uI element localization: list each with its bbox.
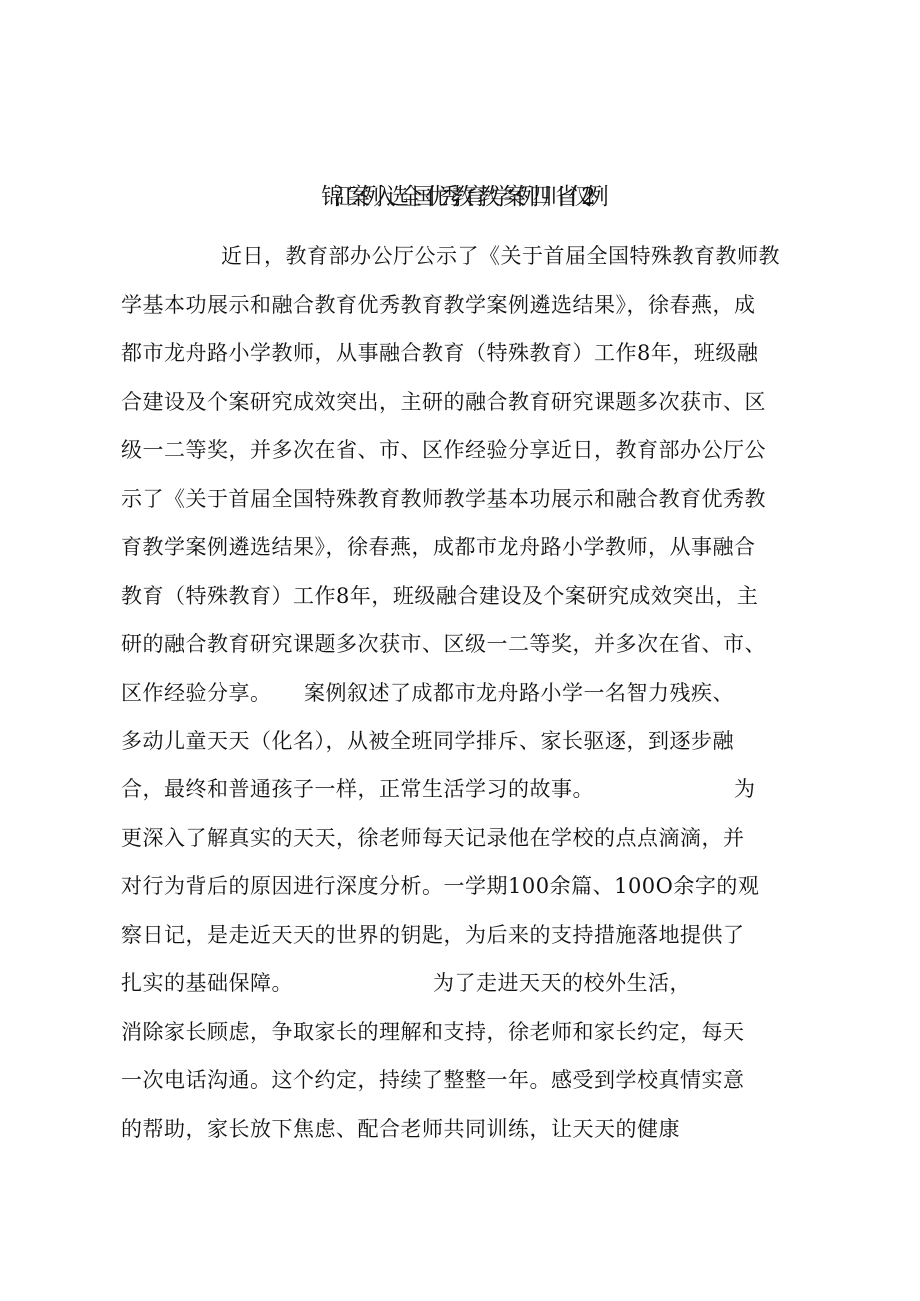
body-line: 级一二等奖，并多次在省、市、区作经验分享近日，教育部办公厅公 [121,438,766,462]
document-title: 锦江案例入选全国优秀教育教学案例四川省仅2例 [321,184,599,210]
body-line: 更深入了解真实的天天，徐老师每天记录他在学校的点点滴滴，并 [121,826,745,850]
body-line: 近日，教育部办公厅公示了《关于首届全国特殊教育教师教 [221,244,780,268]
body-line: 多动儿童天天（化名），从被全班同学排斥、家长驱逐，到逐步融 [121,729,734,753]
body-line: 察日记，是走近天天的世界的钥匙，为后来的支持措施落地提供了 [121,923,745,947]
body-line: 一次电话沟通。这个约定，持续了整整一年。感受到学校真情实意 [121,1068,745,1092]
body-line: 教育（特殊教育）工作8年，班级融合建设及个案研究成效突出，主 [121,584,759,608]
body-line: 对行为背后的原因进行深度分析。一学期100余篇、100O余字的观 [121,874,760,898]
body-line: 消除家长顾虑，争取家长的理解和支持，徐老师和家长约定，每天 [121,1020,745,1044]
body-line: 合，最终和普通孩子一样，正常生活学习的故事。 为 [121,777,756,801]
body-line: 研的融合教育研究课题多次获市、区级一二等奖，并多次在省、市、 [121,632,766,656]
body-line: 学基本功展示和融合教育优秀教育教学案例遴选结果》，徐春燕，成 [121,293,756,317]
body-line: 的帮助，家长放下焦虑、配合老师共同训练，让天天的健康 [121,1117,680,1141]
body-line: 扎实的基础保障。 为了走进天天的校外生活， [121,971,691,995]
body-line: 示了《关于首届全国特殊教育教师教学基本功展示和融合教育优秀教 [121,487,766,511]
body-line: 育教学案例遴选结果》，徐春燕，成都市龙舟路小学教师，从事融合 [121,535,756,559]
body-line: 区作经验分享。 案例叙述了成都市龙舟路小学一名智力残疾、 [121,681,734,705]
body-line: 都市龙舟路小学教师，从事融合教育（特殊教育）工作8年，班级融 [121,341,759,365]
body-line: 合建设及个案研究成效突出，主研的融合教育研究课题多次获市、区 [121,390,766,414]
